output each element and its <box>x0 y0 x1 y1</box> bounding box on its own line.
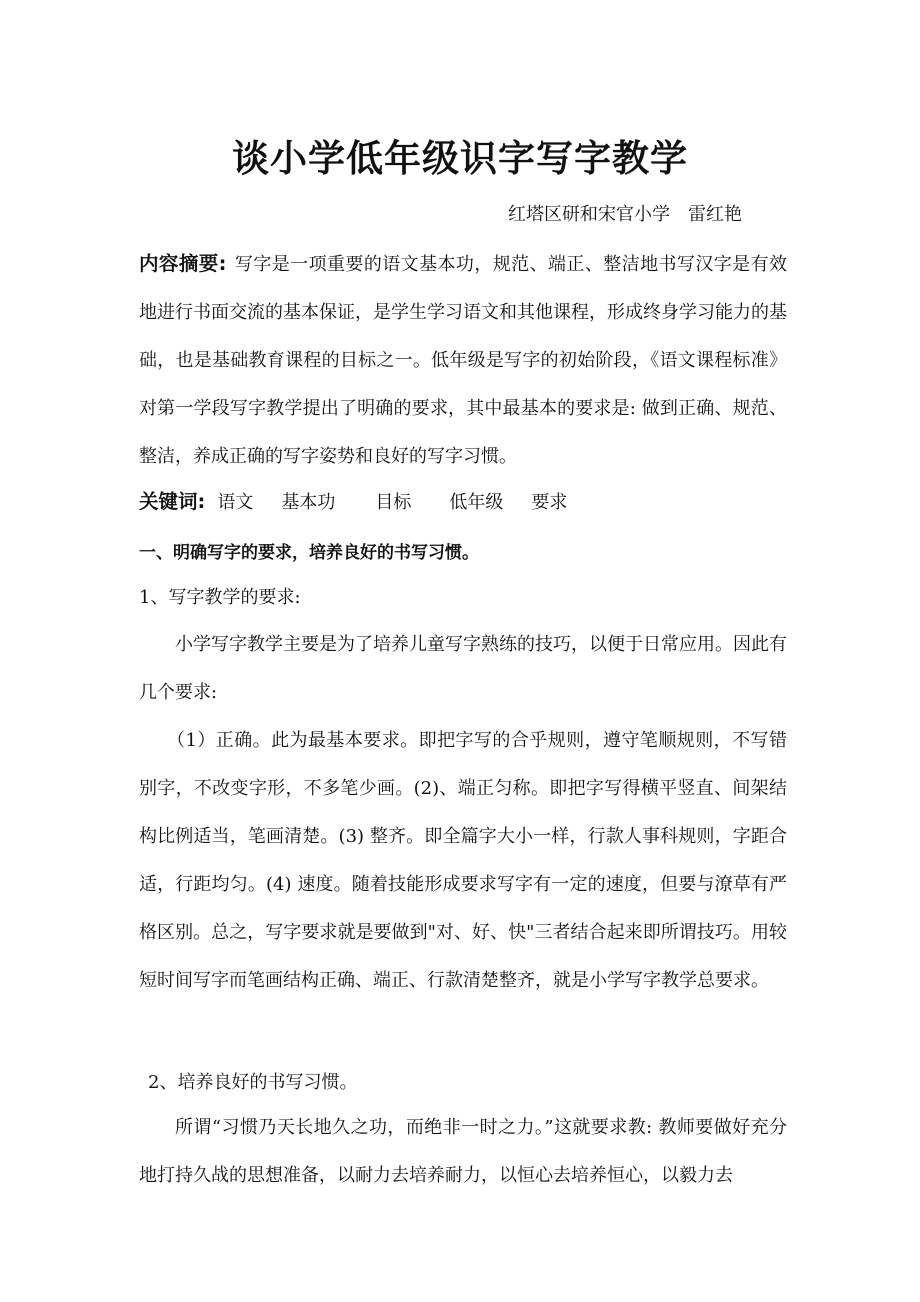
abstract-paragraph <box>139 240 787 481</box>
abstract-label: 内容摘要 <box>139 252 219 275</box>
author-line <box>508 200 808 226</box>
keyword-item: 要求 <box>531 492 568 513</box>
keyword-item: 目标 <box>375 492 412 513</box>
keywords-row <box>139 486 567 514</box>
paragraph-details: （1）正确。此为最基本要求。即把字写的合乎规则，遵守笔顺规则，不写错别字，不改变字形，不多笔少画。(2)、端正匀称。即把字写得横平竖直、间架结构比例适当，笔画清楚。(3) 整齐。即全篇字大小一样，行款人事科规则，字距合适，行距均匀。(4) 速度。随着技能形成要求写字有一定的速度，但要与潦草有严格区别。总之，写字要求就是要做到"对、好、快"三者结合起来即所谓技巧。用较短时间写字而笔画结构正确、端正、行款清楚整齐，就是小学写字教学总要求。 <box>139 730 787 991</box>
paragraph-habits: 所谓“习惯乃天长地久之功，而绝非一时之力。”这就要求教: 教师要做好充分地打持久战的思想准备，以耐力去培养耐力，以恒心去培养恒心，以毅力去 <box>139 1117 787 1186</box>
paragraph-intro: 小学写字教学主要是为了培养儿童写字熟练的技巧，以便于日常应用。因此有几个要求: <box>139 634 787 703</box>
author-name: 雷红艳 <box>688 204 742 225</box>
keywords-colon: : <box>197 490 206 513</box>
author-school: 红塔区研和宋官小学 <box>508 204 670 225</box>
keyword-item: 低年级 <box>449 492 504 513</box>
keyword-item: 语文 <box>217 492 254 513</box>
document-title: 谈小学低年级识字写字教学 <box>232 137 688 180</box>
subsection-heading-1: 1、写字教学的要求: <box>139 587 301 608</box>
subsection-heading-2: 2、培养良好的书写习惯。 <box>148 1072 358 1093</box>
abstract-colon: : <box>218 252 227 275</box>
abstract-text: 写字是一项重要的语文基本功，规范、端正、整洁地书写汉字是有效地进行书面交流的基本保证，是学生学习语文和其他课程，形成终身学习能力的基础，也是基础教育课程的目标之一。低年级是写字的初始阶段，《语文课程标准》对第一学段写字教学提出了明确的要求，其中最基本的要求是: 做到正确、规范、整洁，养成正确的写字姿势和良好的写字习惯。 <box>139 254 787 467</box>
keyword-item: 基本功 <box>281 492 336 513</box>
keywords-label: 关键词 <box>139 490 198 513</box>
section-heading: 一、明确写字的要求，培养良好的书写习惯。 <box>139 543 479 563</box>
